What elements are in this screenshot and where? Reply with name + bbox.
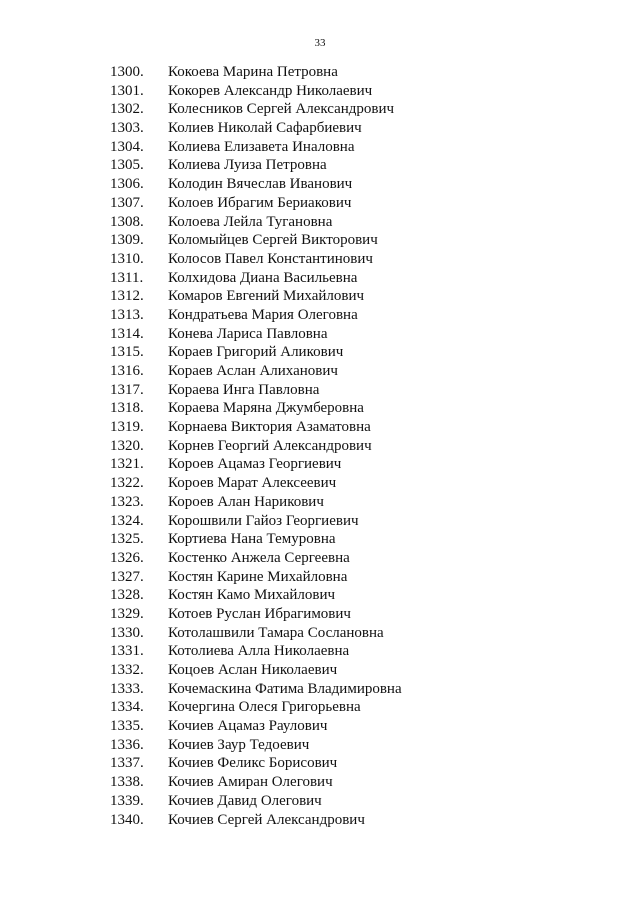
entry-name: Кораева Маряна Джумберовна	[168, 400, 364, 417]
name-list	[110, 63, 402, 829]
list-item	[110, 362, 402, 381]
entry-number: 1311.	[110, 269, 144, 286]
entry-name: Корнаева Виктория Азаматовна	[168, 419, 371, 436]
entry-name: Колоев Ибрагим Бериакович	[168, 194, 352, 211]
list-item	[110, 437, 402, 456]
entry-number: 1333.	[110, 680, 144, 697]
entry-number: 1337.	[110, 755, 144, 772]
entry-name: Костян Камо Михайлович	[168, 587, 336, 604]
entry-number: 1335.	[110, 718, 144, 735]
entry-name: Колиев Николай Сафарбиевич	[168, 120, 362, 137]
entry-number: 1316.	[110, 363, 144, 379]
list-item	[110, 512, 402, 531]
list-item	[110, 156, 402, 175]
entry-name: Колиева Луиза Петровна	[168, 157, 327, 174]
entry-name: Колодин Вячеслав Иванович	[168, 176, 353, 193]
entry-name: Кочиев Заур Тедоевич	[168, 736, 310, 753]
entry-name: Кондратьева Мария Олеговна	[168, 306, 358, 323]
entry-name: Кочиев Давид Олегович	[168, 792, 322, 809]
list-item	[110, 325, 402, 344]
list-item	[110, 381, 402, 400]
list-item	[110, 455, 402, 474]
entry-name: Колхидова Диана Васильевна	[168, 269, 358, 286]
entry-name: Котолиева Алла Николаевна	[168, 643, 350, 660]
page-number: 33	[314, 37, 326, 49]
entry-number: 1340.	[110, 811, 144, 828]
entry-number: 1306.	[110, 176, 144, 193]
entry-number: 1326.	[110, 549, 144, 566]
entry-number: 1322.	[110, 475, 144, 492]
entry-name: Кораев Аслан Алиханович	[168, 363, 338, 379]
list-item	[110, 624, 402, 643]
entry-name: Кокорев Александр Николаевич	[168, 82, 373, 99]
entry-number: 1312.	[110, 288, 144, 305]
entry-name: Котолашвили Тамара Сослановна	[168, 624, 384, 641]
list-item	[110, 717, 402, 736]
entry-name: Кочиев Амиран Олегович	[168, 774, 333, 791]
entry-number: 1330.	[110, 624, 144, 641]
entry-name: Коцоев Аслан Николаевич	[168, 662, 338, 678]
entry-name: Кочиев Ацамаз Раулович	[168, 718, 328, 735]
entry-number: 1300.	[110, 64, 144, 80]
entry-number: 1338.	[110, 774, 144, 791]
list-item	[110, 138, 402, 157]
list-item	[110, 680, 402, 699]
entry-number: 1321.	[110, 456, 144, 473]
entry-name: Короев Марат Алексеевич	[168, 475, 337, 492]
entry-number: 1331.	[110, 643, 144, 660]
entry-number: 1314.	[110, 325, 144, 342]
list-item	[110, 754, 402, 773]
entry-number: 1305.	[110, 157, 144, 174]
entry-number: 1336.	[110, 736, 144, 753]
entry-name: Кораева Инга Павловна	[168, 381, 320, 398]
list-item	[110, 250, 402, 269]
entry-number: 1329.	[110, 605, 144, 622]
entry-name: Колоева Лейла Тугановна	[168, 213, 333, 230]
list-item	[110, 549, 402, 568]
entry-name: Короев Алан Нарикович	[168, 493, 324, 510]
entry-number: 1323.	[110, 493, 144, 510]
list-item	[110, 530, 402, 549]
entry-name: Кораев Григорий Аликович	[168, 344, 344, 361]
list-item	[110, 811, 402, 830]
list-item	[110, 213, 402, 232]
entry-number: 1301.	[110, 82, 144, 99]
entry-name: Кочергина Олеся Григорьевна	[168, 699, 361, 716]
entry-number: 1315.	[110, 344, 144, 361]
entry-number: 1319.	[110, 419, 144, 436]
entry-number: 1317.	[110, 381, 144, 398]
entry-name: Кочиев Феликс Борисович	[168, 755, 338, 772]
list-item	[110, 792, 402, 811]
list-item	[110, 63, 402, 82]
entry-name: Коломыйцев Сергей Викторович	[168, 232, 378, 249]
entry-number: 1318.	[110, 400, 144, 417]
entry-name: Кочиев Сергей Александрович	[168, 811, 365, 828]
entry-name: Колиева Елизавета Иналовна	[168, 138, 355, 155]
list-item	[110, 773, 402, 792]
entry-name: Кокоева Марина Петровна	[168, 64, 338, 80]
list-item	[110, 82, 402, 101]
list-item	[110, 399, 402, 418]
entry-number: 1339.	[110, 792, 144, 809]
entry-number: 1310.	[110, 250, 144, 267]
list-item	[110, 231, 402, 250]
list-item	[110, 661, 402, 680]
list-item	[110, 343, 402, 362]
entry-name: Конева Лариса Павловна	[168, 325, 328, 342]
list-item	[110, 474, 402, 493]
entry-number: 1303.	[110, 120, 144, 137]
entry-number: 1309.	[110, 232, 144, 249]
entry-number: 1302.	[110, 101, 144, 118]
entry-number: 1328.	[110, 587, 144, 604]
entry-name: Корошвили Гайоз Георгиевич	[168, 512, 359, 529]
entry-name: Кортиева Нана Темуровна	[168, 531, 336, 548]
entry-name: Котоев Руслан Ибрагимович	[168, 605, 351, 622]
list-item	[110, 642, 402, 661]
list-item	[110, 194, 402, 213]
entry-number: 1304.	[110, 138, 144, 155]
entry-name: Колосов Павел Константинович	[168, 250, 373, 267]
entry-number: 1334.	[110, 699, 144, 716]
list-item	[110, 269, 402, 288]
entry-number: 1325.	[110, 531, 144, 548]
entry-number: 1327.	[110, 568, 144, 585]
entry-number: 1308.	[110, 213, 144, 230]
entry-number: 1320.	[110, 437, 144, 454]
entry-number: 1307.	[110, 194, 144, 211]
list-item	[110, 119, 402, 138]
entry-name: Колесников Сергей Александрович	[168, 101, 395, 118]
list-item	[110, 605, 402, 624]
entry-name: Короев Ацамаз Георгиевич	[168, 456, 342, 473]
list-item	[110, 586, 402, 605]
list-item	[110, 736, 402, 755]
list-item	[110, 306, 402, 325]
list-item	[110, 493, 402, 512]
entry-number: 1332.	[110, 662, 144, 678]
entry-number: 1313.	[110, 306, 144, 323]
entry-name: Кочемаскина Фатима Владимировна	[168, 680, 402, 697]
entry-name: Корнев Георгий Александрович	[168, 437, 372, 454]
list-item	[110, 418, 402, 437]
entry-name: Комаров Евгений Михайлович	[168, 288, 365, 305]
list-item	[110, 568, 402, 587]
entry-number: 1324.	[110, 512, 144, 529]
list-item	[110, 698, 402, 717]
entry-name: Костенко Анжела Сергеевна	[168, 549, 350, 566]
entry-name: Костян Карине Михайловна	[168, 568, 348, 585]
list-item	[110, 100, 402, 119]
list-item	[110, 287, 402, 306]
list-item	[110, 175, 402, 194]
